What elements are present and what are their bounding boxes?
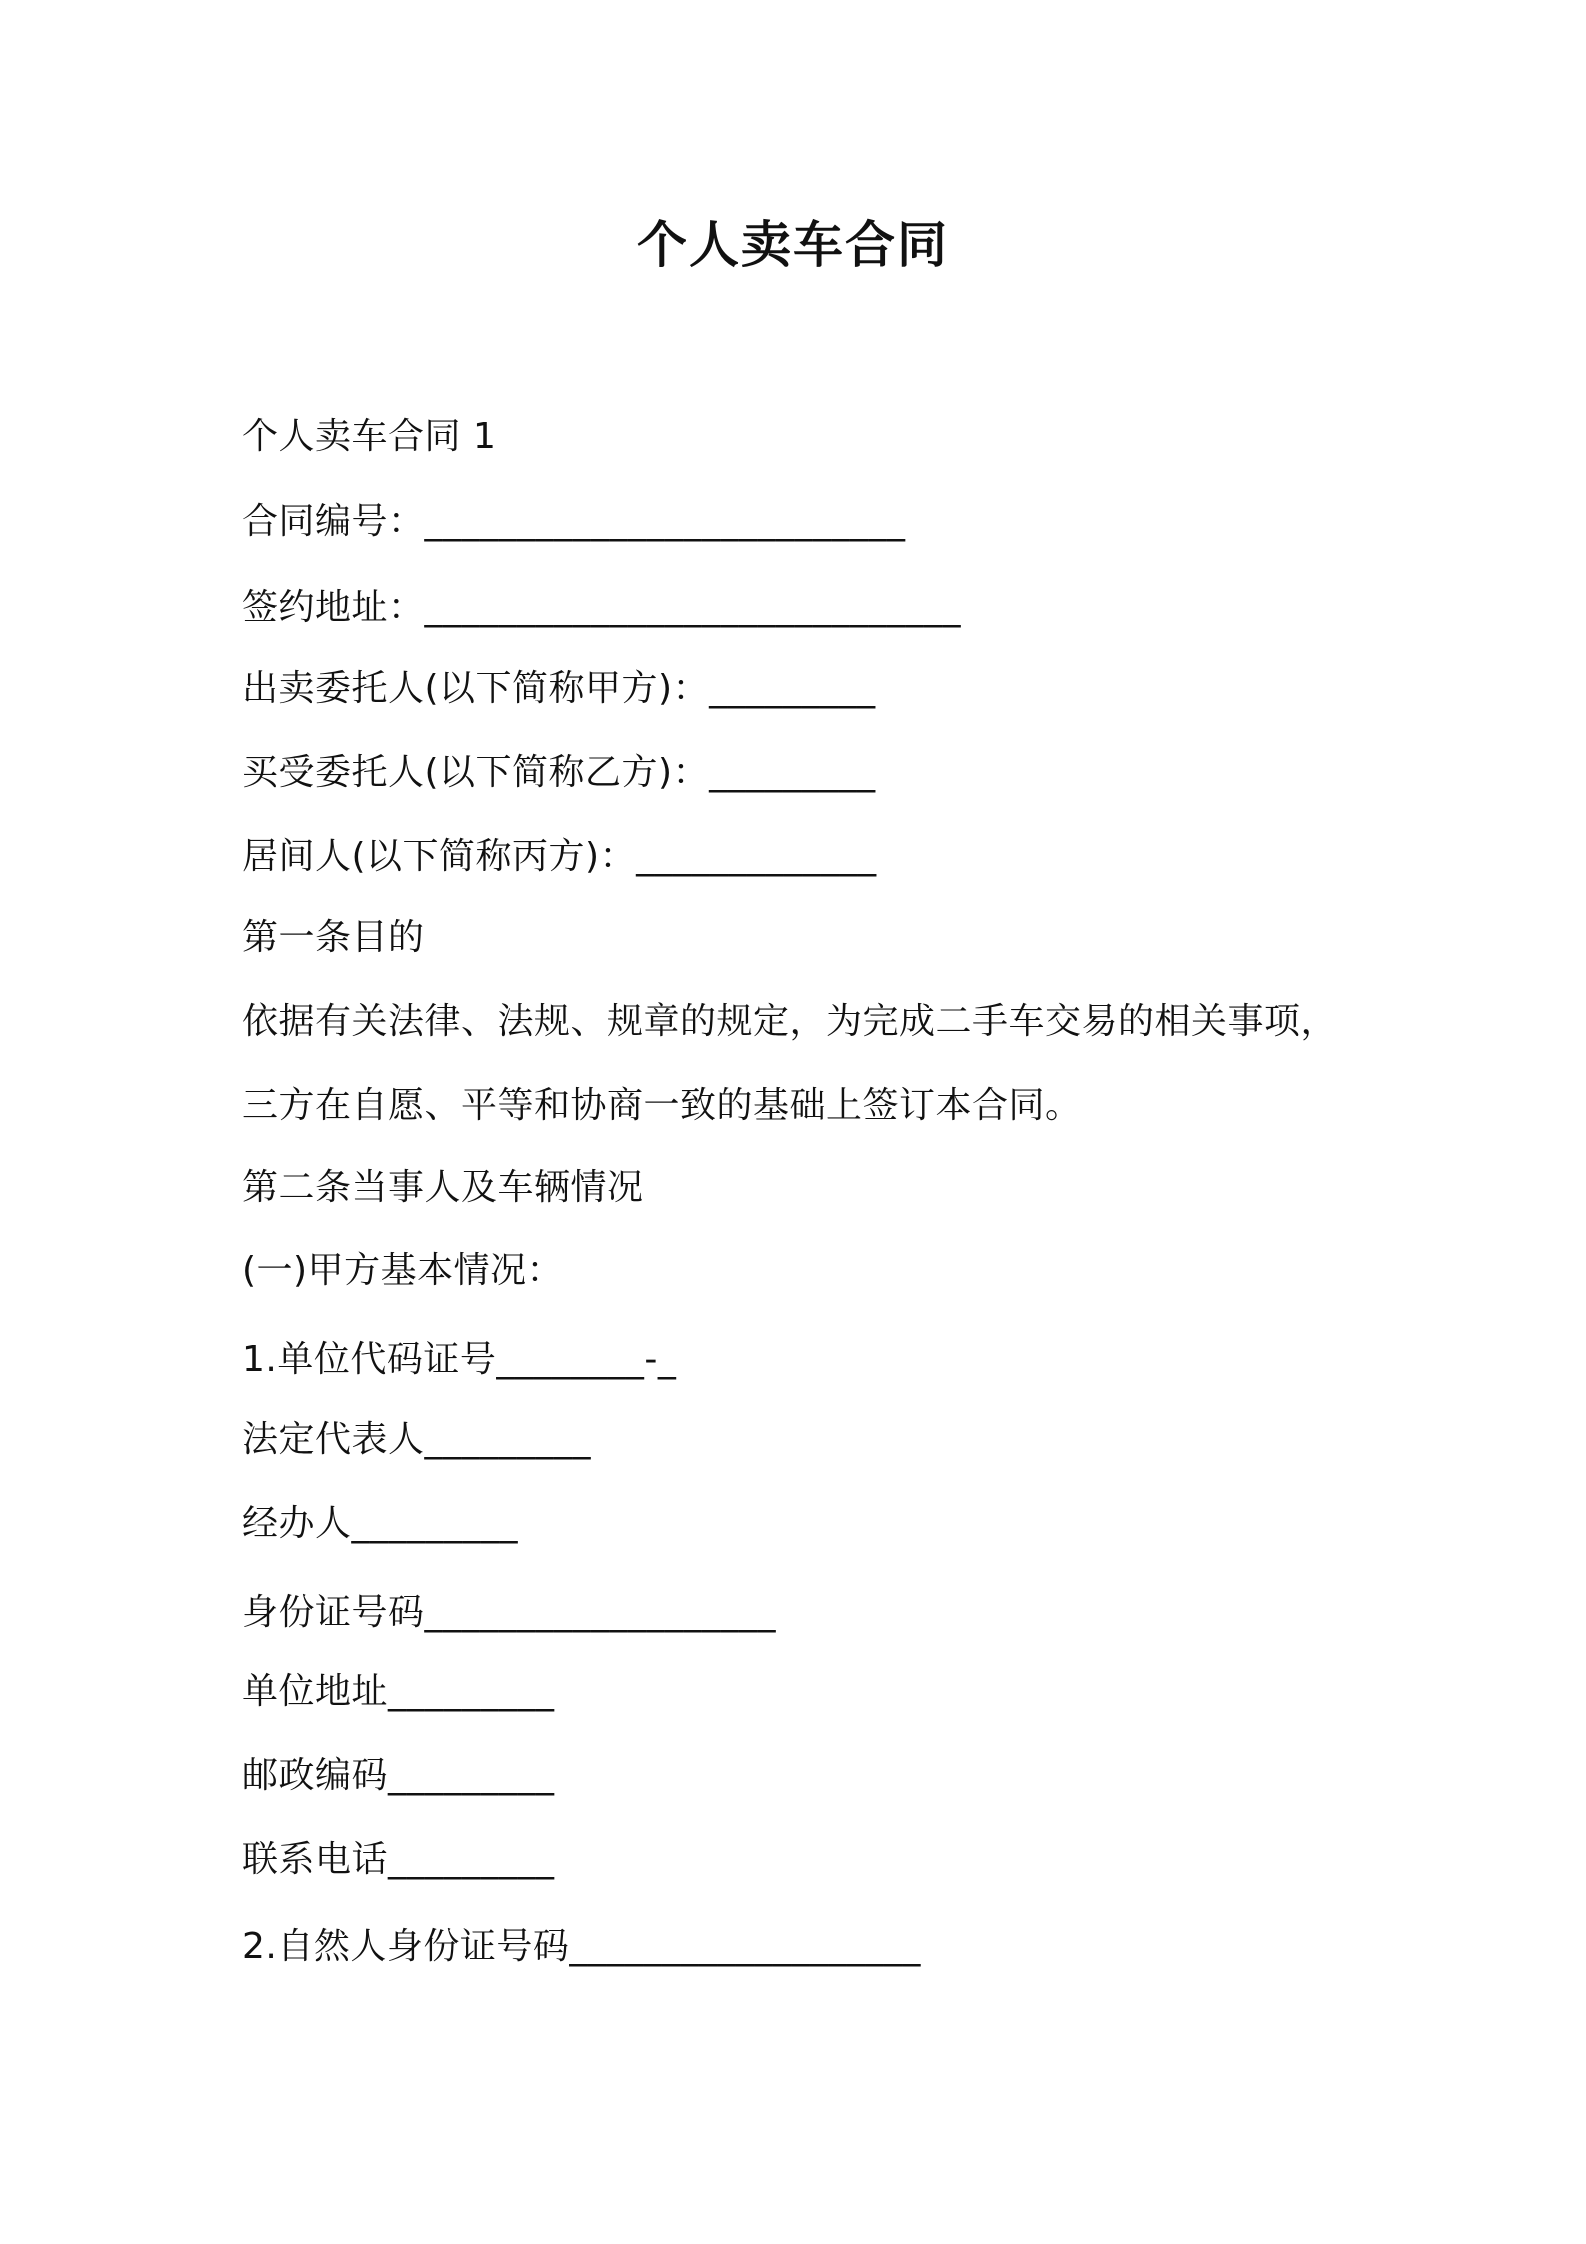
org-code-line: 1.单位代码证号________-_: [242, 1339, 677, 1380]
org-address-line: 单位地址_________: [242, 1671, 555, 1712]
document-title: 个人卖车合同: [637, 216, 949, 274]
phone-line: 联系电话_________: [242, 1839, 555, 1880]
postal-code-line: 邮政编码_________: [242, 1755, 555, 1796]
paragraph-line: 依据有关法律、法规、规章的规定，为完成二手车交易的相关事项，: [242, 1001, 1338, 1042]
party-a-subheading: (一)甲方基本情况：: [242, 1250, 564, 1291]
id-number-line: 身份证号码___________________: [242, 1592, 777, 1633]
article-one-heading: 第一条目的: [242, 917, 425, 958]
intermediary-line: 居间人(以下简称丙方)：_____________: [242, 836, 877, 877]
handler-line: 经办人_________: [242, 1503, 519, 1544]
signing-address-line: 签约地址：_____________________________: [242, 587, 962, 628]
paragraph-line: 三方在自愿、平等和协商一致的基础上签订本合同。: [242, 1085, 1082, 1126]
legal-rep-line: 法定代表人_________: [242, 1419, 592, 1460]
contract-heading: 个人卖车合同 1: [242, 416, 497, 457]
buyer-line: 买受委托人(以下简称乙方)：_________: [242, 752, 876, 793]
contract-number-line: 合同编号：__________________________: [242, 501, 906, 542]
article-two-heading: 第二条当事人及车辆情况: [242, 1167, 644, 1208]
seller-line: 出卖委托人(以下简称甲方)：_________: [242, 668, 876, 709]
natural-person-id-line: 2.自然人身份证号码___________________: [242, 1926, 921, 1967]
